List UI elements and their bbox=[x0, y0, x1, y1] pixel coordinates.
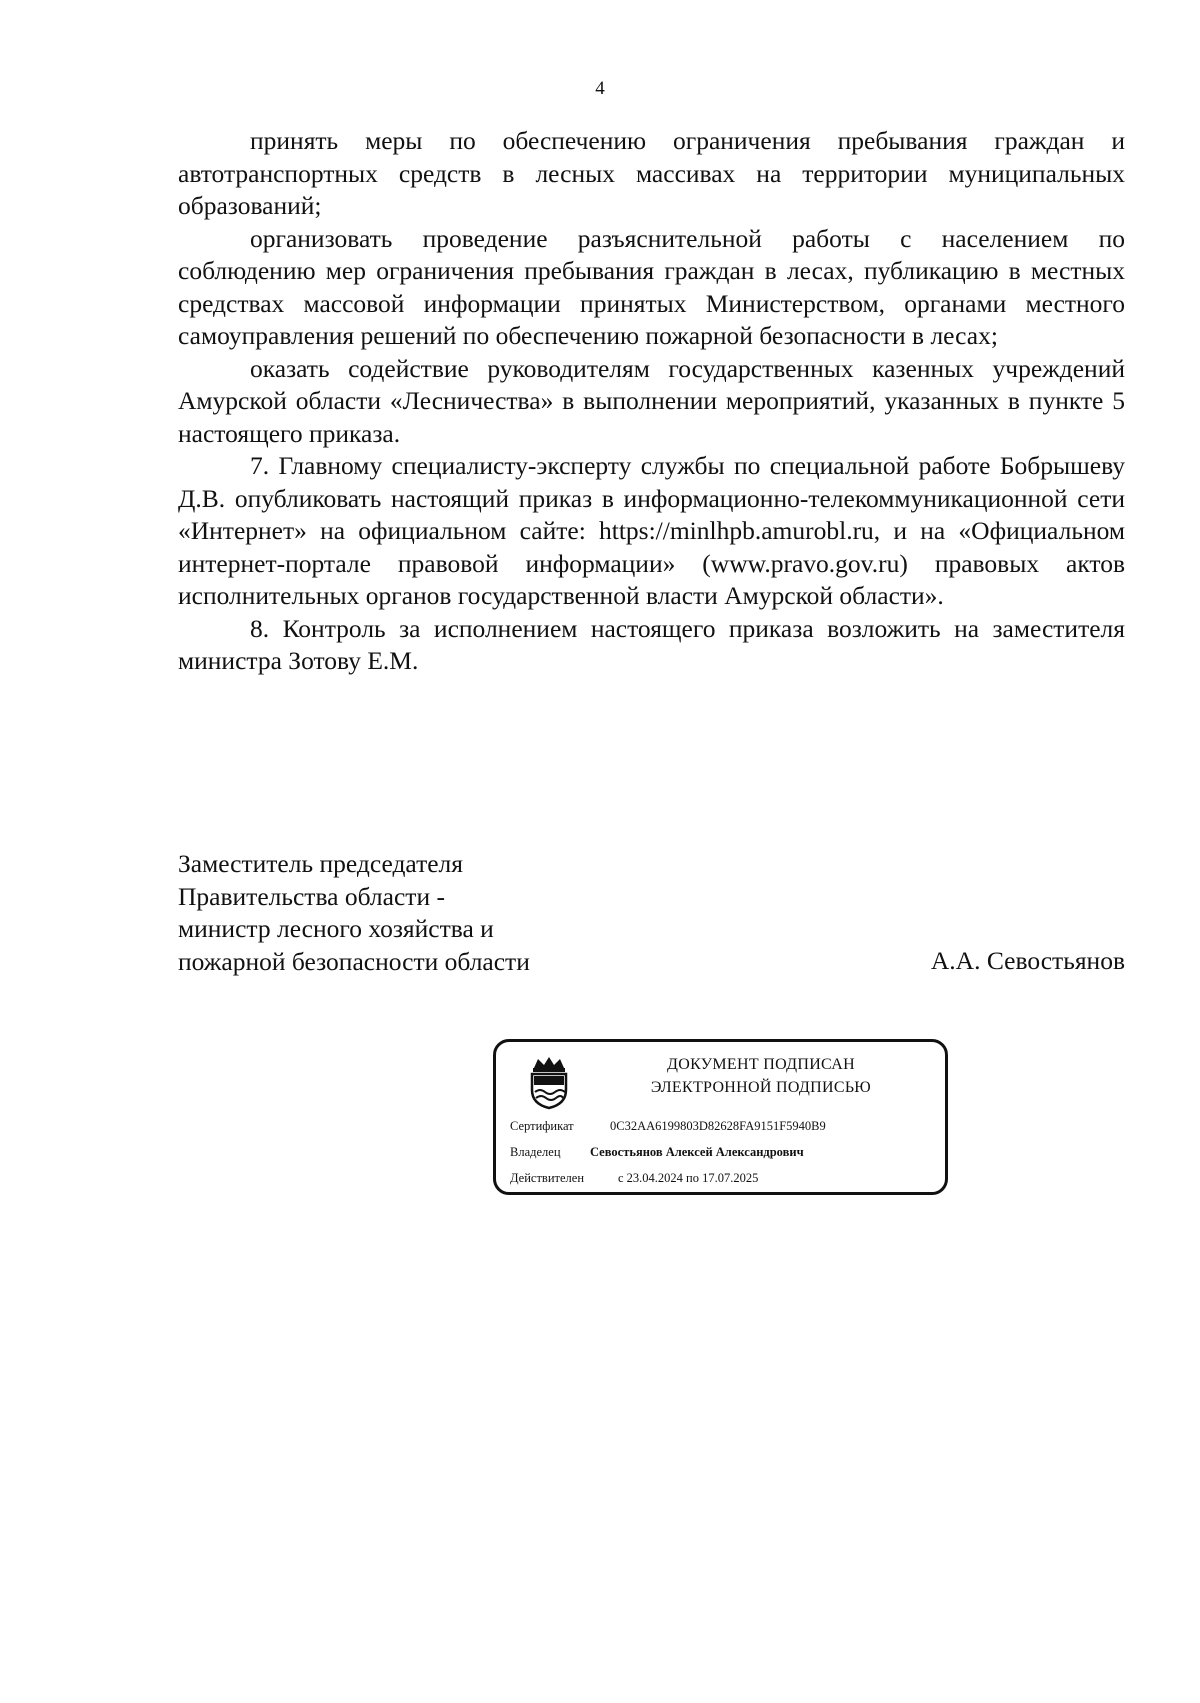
validity-row bbox=[510, 1171, 758, 1186]
paragraph-item-7-publication: 7. Главному специалисту-эксперту службы по специальной работе Бобрышеву Д.В. опубликовать настоящий приказ в информационно-телекоммуникационной сети «Интернет» на официальном сайте: https://minlhpb.amurobl.ru, и на «Официальном интернет-портале правовой информации» (www.pravo.gov.ru) правовых актов исполнительных органов государственной власти Амурской области». bbox=[178, 451, 1125, 610]
paragraph-assist-forestries: оказать содействие руководителям государственных казенных учреждений Амурской области «Лесничества» в выполнении мероприятий, указанных в пункте 5 настоящего приказа. bbox=[178, 353, 1125, 448]
certificate-label: Сертификат bbox=[510, 1119, 574, 1133]
signatory-position-line: министр лесного хозяйства и bbox=[178, 914, 494, 943]
paragraph-item-8-control: 8. Контроль за исполнением настоящего приказа возложить на заместителя министра Зотову Е.М. bbox=[178, 613, 1125, 675]
owner-label: Владелец bbox=[510, 1145, 561, 1159]
owner-value: Севостьянов Алексей Александрович bbox=[590, 1145, 804, 1159]
validity-value: с 23.04.2024 по 17.07.2025 bbox=[618, 1171, 759, 1185]
signer-name: А.А. Севостьянов bbox=[930, 946, 1125, 975]
electronic-signature-stamp bbox=[493, 1039, 948, 1195]
document-body bbox=[178, 125, 1125, 678]
paragraph-explanatory-work: организовать проведение разъяснительной работы с населением по соблюдению мер ограничения пребывания граждан в лесах, публикацию в местных средствах массовой информации принятых Министерством, органами местного самоуправления решений по обеспечению пожарной безопасности в лесах; bbox=[178, 223, 1125, 350]
stamp-title-line: ЭЛЕКТРОННОЙ ПОДПИСЬЮ bbox=[650, 1079, 872, 1096]
paragraph-restrict-access: принять меры по обеспечению ограничения пребывания граждан и автотранспортных средств в лесных массивах на территории муниципальных образований; bbox=[178, 126, 1125, 220]
page-number: 4 bbox=[595, 78, 605, 99]
validity-label: Действителен bbox=[510, 1171, 585, 1185]
signatory-position bbox=[178, 848, 530, 978]
signatory-position-line: пожарной безопасности области bbox=[178, 946, 530, 976]
amur-region-coat-of-arms-icon bbox=[526, 1054, 572, 1110]
stamp-title-line: ДОКУМЕНТ ПОДПИСАН bbox=[667, 1056, 855, 1073]
certificate-value: 0C32AA6199803D82628FA9151F5940B9 bbox=[610, 1119, 826, 1133]
owner-row bbox=[510, 1145, 804, 1160]
signatory-position-line: Заместитель председателя bbox=[178, 849, 463, 878]
certificate-row bbox=[510, 1119, 826, 1134]
stamp-title bbox=[596, 1053, 926, 1099]
signatory-position-line: Правительства области - bbox=[178, 881, 445, 911]
